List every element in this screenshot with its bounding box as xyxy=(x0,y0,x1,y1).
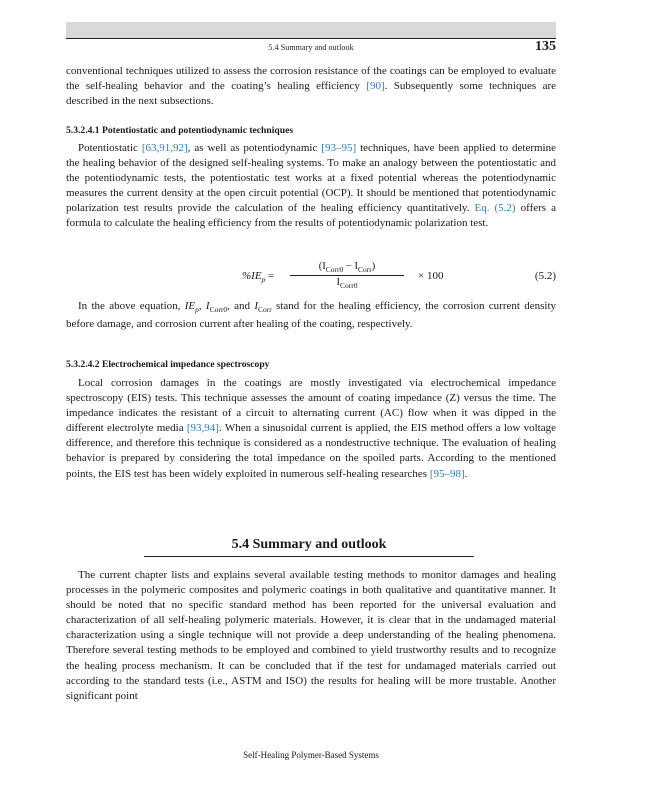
equation-multiplier: × 100 xyxy=(418,270,444,282)
text-span: , as well as potentiodynamic xyxy=(187,142,322,154)
text-span: Potentiostatic xyxy=(78,142,142,154)
equation-number: (5.2) xyxy=(534,270,556,282)
equation-fraction xyxy=(284,261,410,290)
header-band xyxy=(66,22,556,38)
text-span: techniques, have been applied to determine the healing behavior of the designed self-healing systems. To make an analogy between the potentiostatic and the potentiodynamic tests, the potentiostatic test works at a fixed potential whereas the potentiodynamic measures the current density at the open circuit potential (OCP). It should be mentioned that potentiodynamic polarization test results provide the calculation of the healing efficiency quantitatively. xyxy=(66,142,556,215)
subsection-heading-potentiostatic: 5.3.2.4.1 Potentiostatic and potentiodynamic techniques xyxy=(66,125,294,136)
citation-link[interactable]: [63,91,92] xyxy=(141,142,188,154)
equation-numerator: $(I_{Corr0} - I_{Corr})$ xyxy=(318,261,376,275)
equation-5-2 xyxy=(66,260,556,294)
equation-explanation-paragraph: In the above equation, $IE_p$, $I_{Corr0}$, and $I_{Corr}$ stand for the healing efficiency, the corrosion current density before damage, and corrosion current after healing of the coating, respectively. xyxy=(66,300,557,331)
footer-book-title: Self-Healing Polymer-Based Systems xyxy=(243,750,379,760)
citation-link[interactable]: [90] xyxy=(366,80,385,93)
summary-paragraph: The current chapter lists and explains several available testing methods to monitor damages and healing processes in the polymeric composites and polymeric coatings in both qualitative and quantitative manner. It should be noted that no specific standard method has been reported for the universal evaluation and characterization of all self-healing polymeric materials. However, it is clear that in the undamaged material characterization using a single technique will not provide a deep understanding of the healing phenomena. Therefore several testing methods to be employed and combined to yield trustworthy results and to recognize the healing process mechanism. It can be concluded that if the test for undamaged materials carried out according to the standard tests (i.e., ASTM and ISO) the results for healing will be more trustable. Another significant point xyxy=(66,569,556,702)
citation-link[interactable]: [93–95] xyxy=(321,142,357,154)
citation-link[interactable]: [95–98] xyxy=(429,467,465,480)
running-header xyxy=(66,38,556,59)
running-title: 5.4 Summary and outlook xyxy=(268,43,354,52)
intro-paragraph xyxy=(66,64,556,109)
subsection-heading-eis: 5.3.2.4.2 Electrochemical impedance spectroscopy xyxy=(66,359,270,370)
intro-text-end: . Subsequently some techniques are described in the next subsections. xyxy=(66,80,556,108)
intro-text: conventional techniques utilized to assess the corrosion resistance of the coatings can be employed to evaluate the self-healing behavior and the coating’s healing efficiency xyxy=(66,65,556,93)
equation-denominator: $I_{Corr0}$ xyxy=(336,277,358,291)
page-number: 135 xyxy=(535,39,556,54)
fraction-bar xyxy=(290,275,404,276)
eis-paragraph: Local corrosion damages in the coatings are mostly investigated via electrochemical impedance spectroscopy (EIS) tests. This technique assesses the amount of coating impedance (Z) versus the time. The impedance indicates the resistant of a circuit to alternating current (AC) flow when it was dipped in the different electrolyte media [93,94]. When a sinusoidal current is applied, the EIS method offers a low voltage difference, and therefore this technique is considered as a nondestructive technique. The evaluation of healing behavior is prepared by considering the total impedance on the spoiled parts. According to the mentioned points, the EIS test has been widely exploited in numerous self-healing researches [95–98]. xyxy=(66,377,556,480)
citation-link[interactable]: [93,94] xyxy=(186,422,219,435)
text-span: offers a formula to calculate the healing efficiency from the results of potentiodynamic polarization test. xyxy=(66,202,557,230)
potentiostatic-paragraph xyxy=(66,141,556,232)
equation-lhs: $\%IE_p$ = xyxy=(242,270,275,285)
section-title-summary: 5.4 Summary and outlook xyxy=(144,537,474,557)
equation-link[interactable]: Eq. (5.2) xyxy=(474,202,516,215)
